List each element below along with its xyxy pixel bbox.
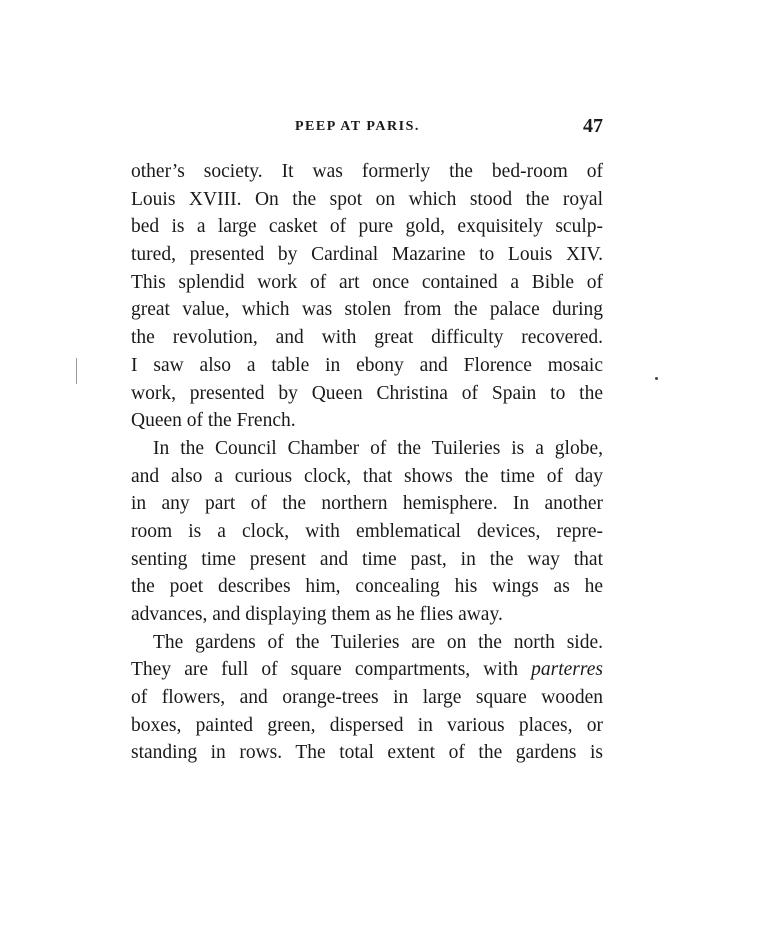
text-line: [131, 656, 603, 684]
text-line: room is a clock, with emblematical devices, repre-: [131, 520, 603, 542]
text-line: the revolution, and with great difficulty recovered.: [131, 327, 603, 349]
text-line: Louis XVIII. On the spot on which stood the royal: [131, 188, 603, 210]
text-line: bed is a large casket of pure gold, exquisitely sculp-: [131, 216, 603, 238]
margin-mark: [76, 358, 77, 384]
text-line: tured, presented by Cardinal Mazarine to Louis XIV.: [131, 244, 603, 266]
text-line: I saw also a table in ebony and Florence mosaic: [131, 354, 603, 376]
text-line: of flowers, and orange-trees in large square wooden: [131, 687, 603, 709]
paragraph-1: [131, 158, 603, 435]
text-line: The gardens of the Tuileries are on the north side.: [153, 631, 603, 653]
paragraph-3: [131, 629, 603, 767]
text-line: and also a curious clock, that shows the time of day: [131, 465, 603, 487]
text-line: work, presented by Queen Christina of Spain to the: [131, 382, 603, 404]
text-line: Queen of the French.: [131, 410, 296, 432]
text-run: They are full of square compartments, with: [131, 659, 532, 681]
body-text: [131, 158, 603, 767]
text-line: boxes, painted green, dispersed in various places, or: [131, 714, 603, 736]
text-line: senting time present and time past, in the way that: [131, 548, 603, 570]
text-line: This splendid work of art once contained a Bible of: [131, 271, 603, 293]
text-line: advances, and displaying them as he flies away.: [131, 604, 503, 625]
text-line: the poet describes him, concealing his wings as he: [131, 576, 603, 598]
text-line: in any part of the northern hemisphere. In another: [131, 493, 603, 515]
text-line: standing in rows. The total extent of the gardens is: [131, 742, 603, 764]
text-line: other’s society. It was formerly the bed-room of: [131, 161, 603, 182]
page-number: 47: [583, 115, 603, 137]
running-head: [130, 116, 605, 140]
italic-word: parterres: [531, 659, 603, 681]
text-line: In the Council Chamber of the Tuileries is a globe,: [153, 437, 603, 459]
ink-speck: [655, 377, 658, 380]
running-title: PEEP AT PARIS.: [295, 119, 420, 134]
paragraph-2: [131, 435, 603, 629]
text-line: great value, which was stolen from the palace during: [131, 299, 603, 321]
